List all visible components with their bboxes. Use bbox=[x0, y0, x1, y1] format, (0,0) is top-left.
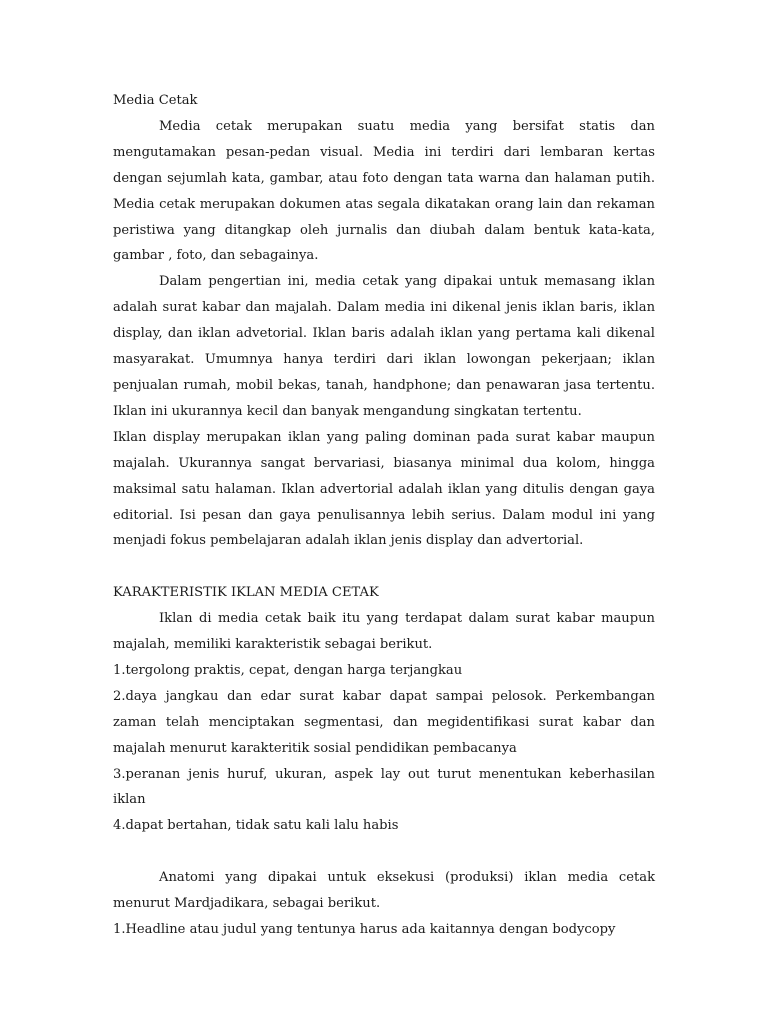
list-item-karakteristik-3: 3.peranan jenis huruf, ukuran, aspek lay out turut menentukan keberhasilan iklan bbox=[113, 766, 655, 808]
paragraph-anatomi-intro: Anatomi yang dipakai untuk eksekusi (produksi) iklan media cetak menurut Mardjadikara, sebagai berikut. bbox=[113, 870, 655, 912]
list-item-karakteristik-2: 2.daya jangkau dan edar surat kabar dapat sampai pelosok. Perkembangan zaman telah menciptakan segmentasi, dan megidentifikasi surat kabar dan majalah menurut karakteritik sosial pendidikan pembacanya bbox=[113, 688, 655, 756]
paragraph-ad-types: Dalam pengertian ini, media cetak yang dipakai untuk memasang iklan adalah surat kabar dan majalah. Dalam media ini dikenal jenis iklan baris, iklan display, dan iklan advetorial. Iklan baris adalah iklan yang pertama kali dikenal masyarakat. Umumnya hanya terdiri dari iklan lowongan pekerjaan; iklan penjualan rumah, mobil bekas, tanah, handphone; dan penawaran jasa tertentu. Iklan ini ukurannya kecil dan banyak mengandung singkatan tertentu. bbox=[113, 274, 655, 419]
section-heading-media-cetak: Media Cetak bbox=[113, 93, 198, 108]
list-item-anatomi-1: 1.Headline atau judul yang tentunya harus ada kaitannya dengan bodycopy bbox=[113, 921, 616, 937]
paragraph-display-ads: Iklan display merupakan iklan yang paling dominan pada surat kabar maupun majalah. Ukurannya sangat bervariasi, biasanya minimal dua kolom, hingga maksimal satu halaman. Iklan advertorial adalah iklan yang ditulis dengan gaya editorial. Isi pesan dan gaya penulisannya lebih serius. Dalam modul ini yang menjadi fokus pembelajaran adalah iklan jenis display dan advertorial. bbox=[113, 429, 655, 549]
list-item-karakteristik-1: 1.tergolong praktis, cepat, dengan harga terjangkau bbox=[113, 662, 463, 678]
paragraph-karakteristik-intro: Iklan di media cetak baik itu yang terdapat dalam surat kabar maupun majalah, memiliki karakteristik sebagai berikut. bbox=[113, 611, 655, 653]
paragraph-definition: Media cetak merupakan suatu media yang bersifat statis dan mengutamakan pesan-pedan visual. Media ini terdiri dari lembaran kertas dengan sejumlah kata, gambar, atau foto dengan tata warna dan halaman putih. Media cetak merupakan dokumen atas segala dikatakan orang lain dan rekaman peristiwa yang ditangkap oleh jurnalis dan diubah dalam bentuk kata-kata, gambar , foto, dan sebagainya. bbox=[113, 118, 655, 264]
blank-line bbox=[113, 554, 655, 580]
list-item-karakteristik-4: 4.dapat bertahan, tidak satu kali lalu habis bbox=[113, 818, 399, 834]
blank-line bbox=[113, 839, 655, 865]
document-body bbox=[113, 88, 655, 943]
section-heading-karakteristik: KARAKTERISTIK IKLAN MEDIA CETAK bbox=[113, 585, 379, 601]
